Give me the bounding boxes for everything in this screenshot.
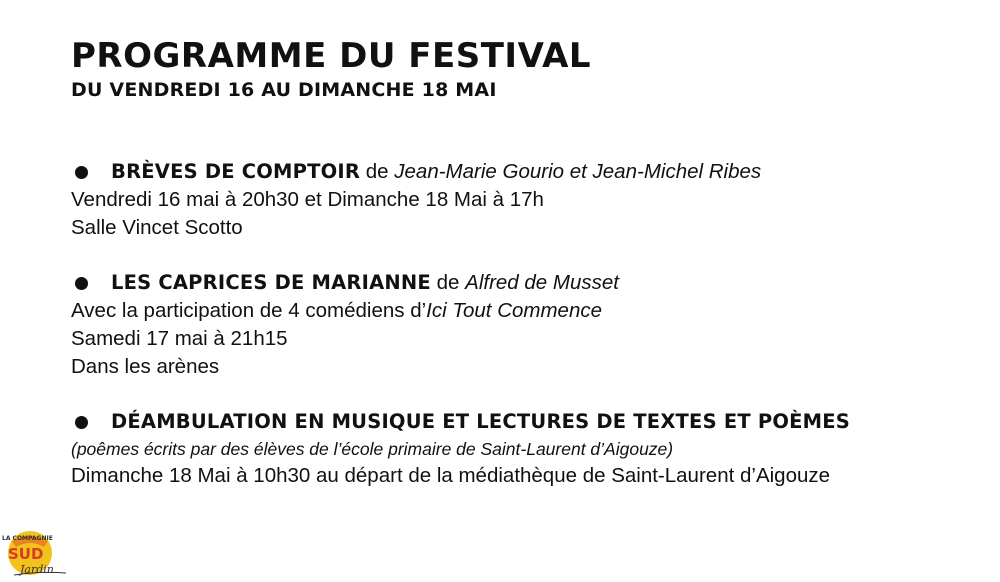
event-name: LES CAPRICES DE MARIANNE xyxy=(111,271,431,294)
event-venue: Salle Vincet Scotto xyxy=(71,216,243,239)
event-author: Alfred de Musset xyxy=(465,271,619,294)
event-item xyxy=(71,158,971,242)
event-name: DÉAMBULATION EN MUSIQUE ET LECTURES DE TEXTES ET POÈMES xyxy=(111,410,850,433)
event-author: Jean-Marie Gourio et Jean-Michel Ribes xyxy=(394,160,762,183)
event-de: de xyxy=(430,271,466,294)
event-heading xyxy=(71,158,971,186)
page-subtitle: DU VENDREDI 16 AU DIMANCHE 18 MAI xyxy=(71,79,497,101)
logo-main-text: SUD xyxy=(8,545,44,563)
event-heading xyxy=(71,408,971,436)
event-dates: Samedi 17 mai à 21h15 xyxy=(71,327,288,350)
event-item xyxy=(71,408,971,490)
company-logo xyxy=(0,527,70,579)
participation-show: Ici Tout Commence xyxy=(426,299,603,322)
event-dates: Vendredi 16 mai à 20h30 et Dimanche 18 Mai à 17h xyxy=(71,188,544,211)
page-title: PROGRAMME DU FESTIVAL xyxy=(71,36,592,76)
event-heading xyxy=(71,269,971,297)
event-venue: Dans les arènes xyxy=(71,355,220,378)
bullet-icon xyxy=(75,416,88,429)
page-header xyxy=(71,34,591,102)
bullet-icon xyxy=(75,166,88,179)
event-de: de xyxy=(360,160,395,183)
event-item xyxy=(71,269,971,381)
participation-prefix: Avec la participation de 4 comédiens d’ xyxy=(71,299,427,322)
event-dates: Dimanche 18 Mai à 10h30 au départ de la médiathèque de Saint-Laurent d’Aigouze xyxy=(71,464,831,487)
event-list xyxy=(71,158,971,517)
event-note: (poêmes écrits par des élèves de l’école primaire de Saint-Laurent d’Aigouze) xyxy=(71,439,674,459)
logo-top-text: LA COMPAGNIE xyxy=(2,535,53,542)
logo-script-text: Jardin xyxy=(20,563,54,576)
event-name: BRÈVES DE COMPTOIR xyxy=(111,160,361,183)
event-participation xyxy=(71,297,971,325)
bullet-icon xyxy=(75,277,88,290)
